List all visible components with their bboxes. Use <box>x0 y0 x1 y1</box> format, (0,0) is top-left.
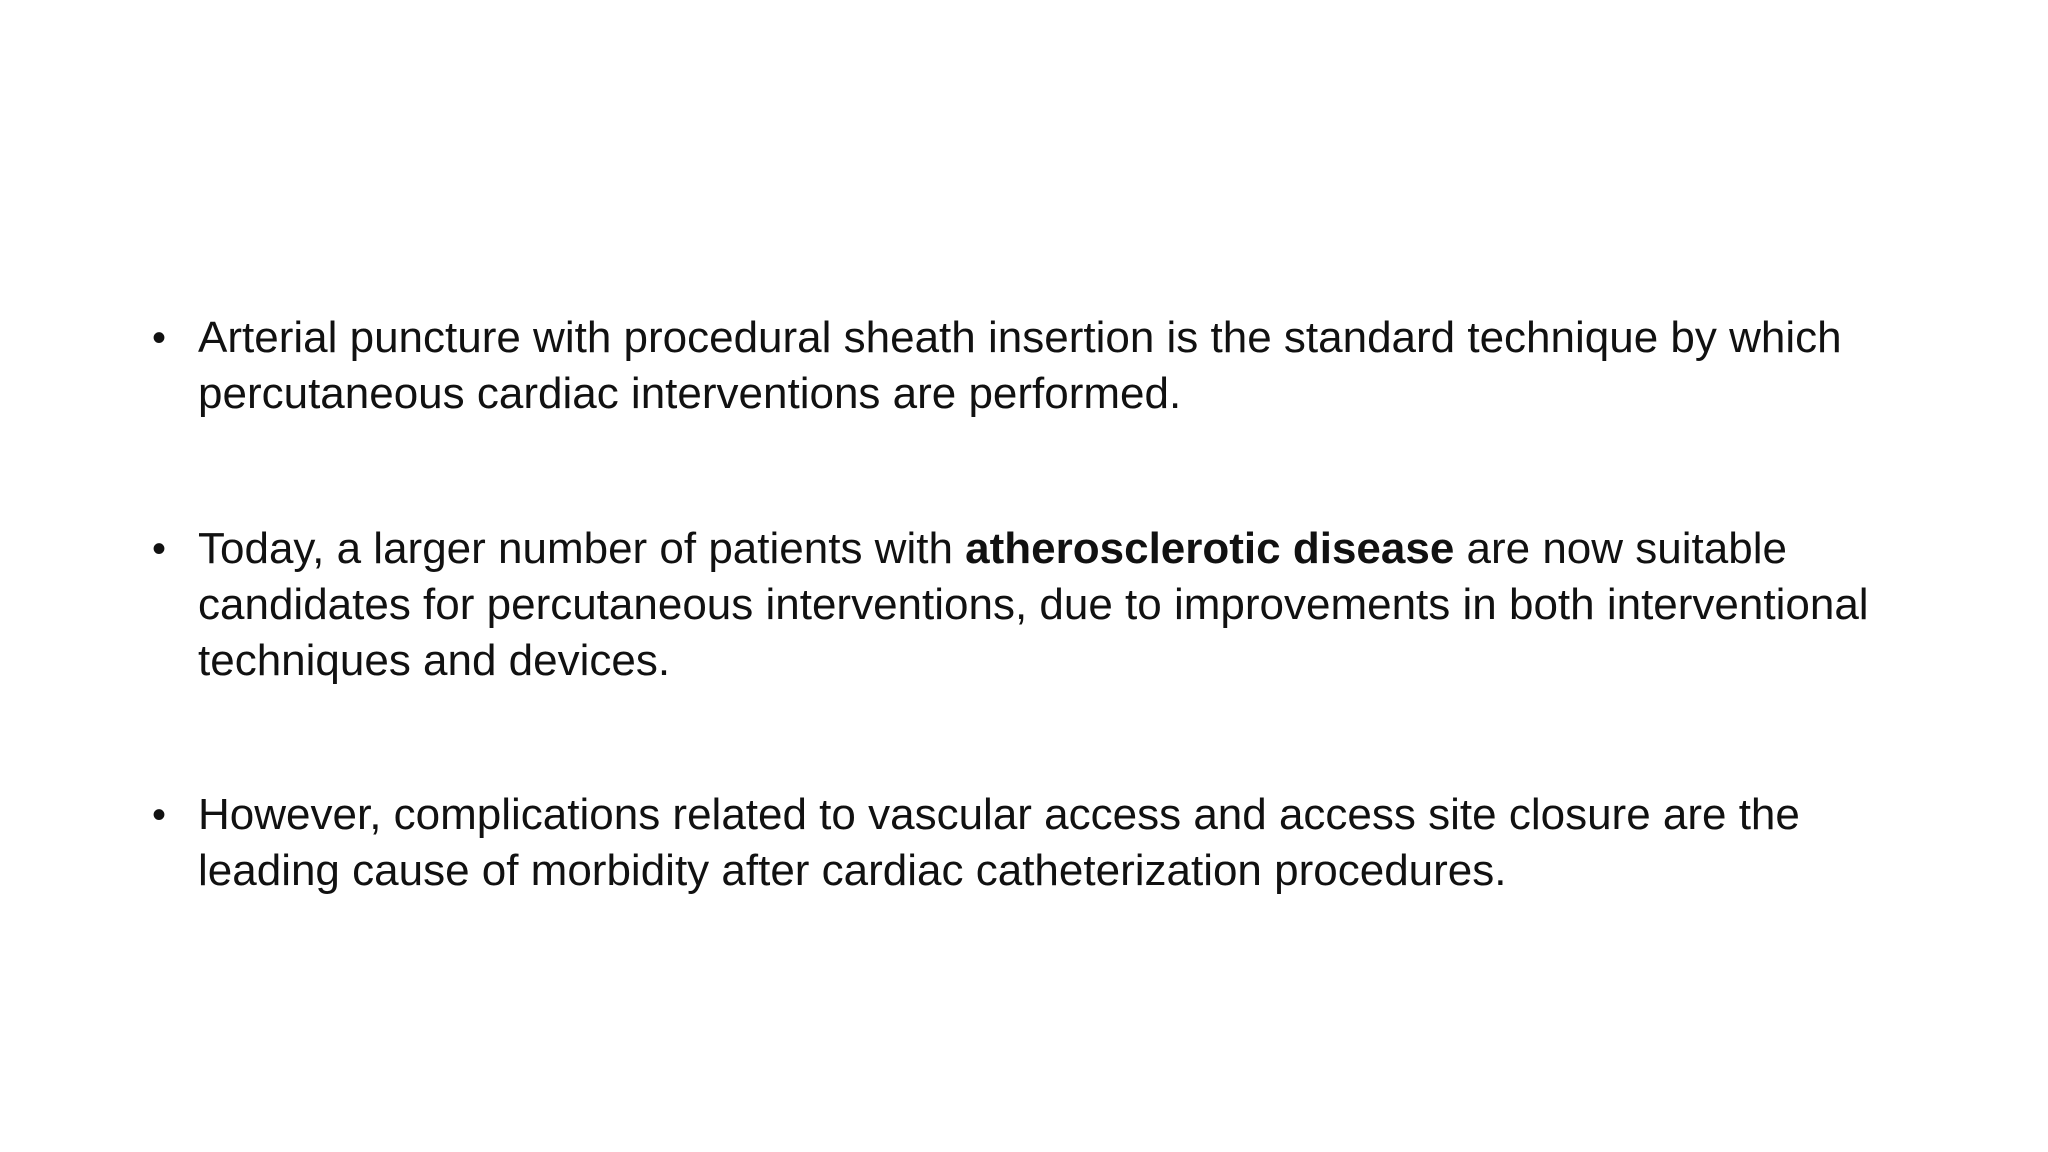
bullet-item-sheath-insertion <box>152 310 1912 422</box>
bullet-text-bold: atherosclerotic disease <box>965 524 1455 573</box>
bullet-list <box>152 310 1912 899</box>
bullet-marker: • <box>152 793 167 837</box>
bullet-text: Arterial puncture with procedural sheath insertion is the standard technique by which percutaneous cardiac interventions are performed. <box>198 313 1842 418</box>
bullet-marker: • <box>152 316 167 360</box>
bullet-text: However, complications related to vascular access and access site closure are the leading cause of morbidity after cardiac catheterization procedures. <box>198 790 1800 895</box>
bullet-text-before: Today, a larger number of patients with <box>198 524 966 573</box>
bullet-item-atherosclerotic <box>152 521 1912 689</box>
bullet-item-complications <box>152 787 1912 899</box>
bullet-text-after: are now suitable candidates for percutaneous interventions, due to improvements in both interventional techniques and devices. <box>198 524 1869 685</box>
bullet-marker: • <box>152 527 167 571</box>
